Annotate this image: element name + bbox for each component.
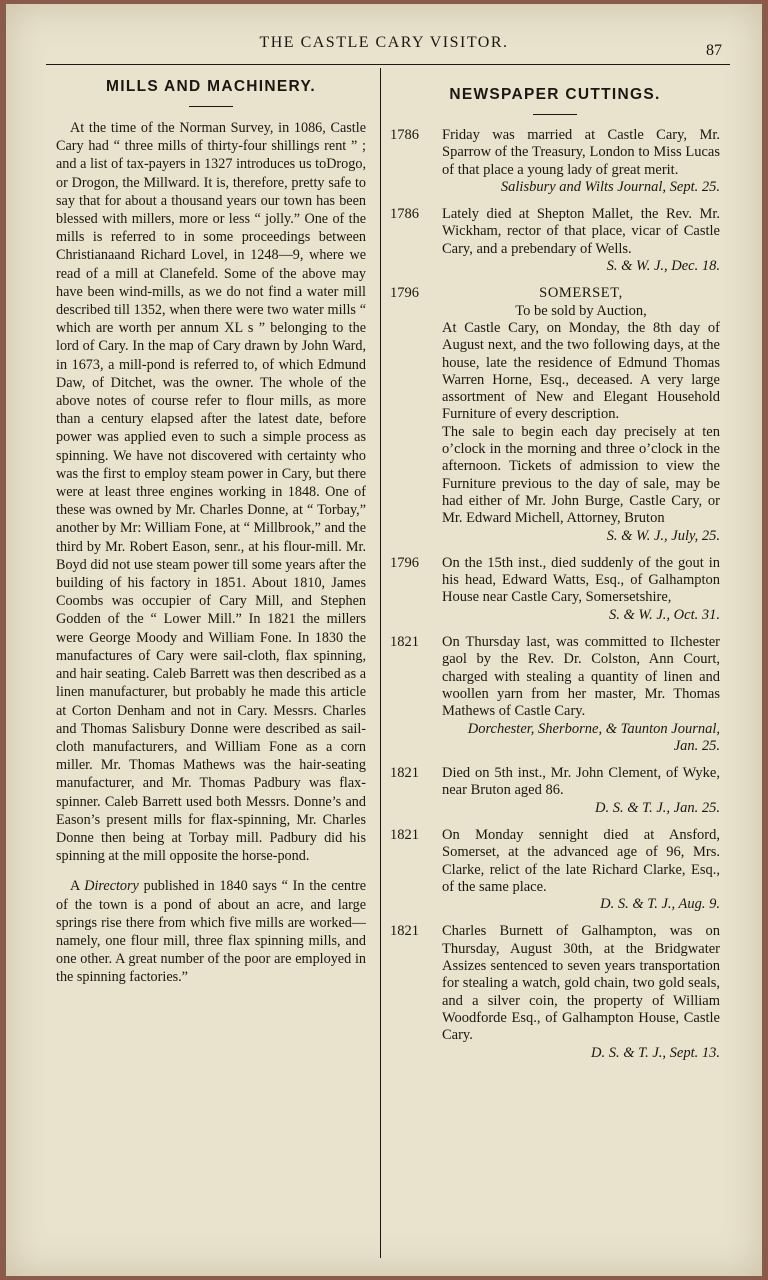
running-title: THE CASTLE CARY VISITOR.	[259, 34, 509, 51]
entry-year: 1821	[390, 765, 419, 782]
entry-body	[442, 127, 720, 196]
entry-body	[442, 285, 720, 544]
entry-year: 1821	[390, 923, 419, 940]
auction-heading: SOMERSET,	[539, 285, 623, 302]
cutting-entry	[390, 765, 720, 817]
cutting-entry	[390, 206, 720, 275]
mills-title-rule	[189, 106, 233, 107]
entry-source: S. & W. J., Oct. 31.	[608, 606, 720, 623]
cutting-entry	[390, 634, 720, 755]
book-page	[6, 4, 762, 1276]
entry-source: D. S. & T. J., Aug. 9.	[600, 896, 720, 913]
entry-text: Charles Burnett of Galhampton, was on Thursday, August 30th, at the Bridgwater Assizes sentenced to seven years transportation for stealing a watch, gold chain, two gold seals, and a silver coin, the property of William Woodforde Esq., of Galhampton House, Castle Cary.	[442, 923, 720, 1044]
cutting-entry	[390, 827, 720, 913]
entry-year: 1796	[390, 285, 419, 302]
cutting-entry	[390, 285, 720, 544]
entry-year: 1786	[390, 206, 419, 223]
entry-year: 1796	[390, 554, 419, 571]
entry-year: 1821	[390, 826, 419, 843]
entry-source: D. S. & T. J., Jan. 25.	[595, 799, 720, 816]
entry-year: 1786	[390, 127, 419, 143]
page-number: 87	[706, 42, 722, 59]
mills-paragraph-2	[56, 877, 366, 986]
entry-body	[442, 555, 720, 624]
entry-text: On Thursday last, was committed to Ilchester gaol by the Rev. Dr. Colston, Ann Court, charged with stealing a quantity of linen and woollen yarn from her master, Mr. Thomas Mathews of Castle Cary.	[442, 634, 720, 720]
entry-text: Friday was married at Castle Cary, Mr. Sparrow of the Treasury, London to Miss Lucas of that place a young lady of great merit.	[442, 127, 720, 178]
entry-year: 1821	[390, 634, 419, 651]
entry-text: On the 15th inst., died suddenly of the gout in his head, Edward Watts, Esq., of Galhampton House near Castle Cary, Somersetshire,	[442, 554, 720, 606]
cutting-entry	[390, 555, 720, 624]
entry-source: Dorchester, Sherborne, & Taunton Journal, Jan. 25.	[467, 720, 720, 754]
entry-source: D. S. & T. J., Sept. 13.	[590, 1044, 720, 1061]
mills-paragraph-2-rest: published in 1840 says “ In the centre of the town is a pond of about an acre, and large springs rise there from which five mills are worked—namely, one flour mill, three flax spinning mills, and one other. A great number of the poor are employed in the spinning factories.”	[56, 878, 366, 986]
cuttings-title: NEWSPAPER CUTTINGS.	[449, 86, 661, 103]
mills-title: MILLS AND MACHINERY.	[106, 78, 316, 95]
entry-source: Salisbury and Wilts Journal, Sept. 25.	[500, 178, 720, 195]
entry-body	[442, 827, 720, 913]
entry-body	[442, 923, 720, 1061]
entry-body	[442, 634, 720, 755]
directory-title: Directory	[84, 878, 139, 895]
entry-source: S. & W. J., Dec. 18.	[606, 258, 720, 275]
entry-text: Lately died at Shepton Mallet, the Rev. Mr. Wickham, rector of that place, vicar of Castle Cary, and a prebendary of Wells.	[442, 206, 720, 257]
mills-paragraph-1: At the time of the Norman Survey, in 1086, Castle Cary had “ three mills of thirty-four shillings rent ” ; and a list of tax-payers in 1327 introduces us toDrogo, or Drogon, the Millward. It is, therefore, pretty safe to say that for about a thousand years our town has been blessed with millers, more or less “ jolly.” One of the mills is referred to in some proceedings between Christianaand Richard Lovel, in 1248—9, where we read of a mill at Clanefeld. Some of the above may have been wind-mills, as we do not find a water mill described till 1352, when there were two water mills “ which are worth per annum XL s ” belonging to the lord of Cary. In the map of Cary drawn by John Ward, in 1673, a mill-pond is referred to, of which Edmund Daw, of Ditchet, was the owner. The whole of the above notes of course refer to flour mills, as more than a century elapsed after the latest date, before power was applied even to such a simple process as spinning. We have not discovered with certainty who was the first to employ steam power in Cary, but there were at least three engines working in 1848. One of these was owned by Mr. Charles Donne, at “ Torbay,” another by Mr: William Fone, at “ Millbrook,” and the third by Mr. Robert Eason, senr., at his flour-mill. Mr. Boyd did not use steam power till some years after the building of his factory in 1851. About 1810, James Coombs was occupier of Cary Mill, and Stephen Godden of the “ Lower Mill.” In 1821 the millers were George Moody and William Fone. In 1830 the manufactures of Cary were sail-cloth, flax spinning, and hair seating. Caleb Barrett was then described as a linen manufacturer, but probably he made this article at Corton Denham and not in Cary. Messrs. Charles and Thomas Salisbury Donne were described as sail-cloth manufacturers, and William Fone as a corn miller. Mr. Thomas Mathews was the hair-seating manufacturer, and Mr. Thomas Padbury was flax-spinner. Caleb Barrett used both Messrs. Donne’s and Eason’s present mills for flax-spinning, Mr. Charles Donne then being at Torbay mill. Padbury did his spinning at the mill opposite the horse-pond.	[56, 120, 366, 865]
entry-text: Died on 5th inst., Mr. John Clement, of Wyke, near Bruton aged 86.	[442, 765, 720, 799]
mills-column	[56, 78, 366, 987]
entry-text: On Monday sennight died at Ansford, Somerset, at the advanced age of 96, Mrs. Clarke, relict of the late Richard Clarke, Esq., of the same place.	[442, 826, 720, 895]
cutting-entry	[390, 127, 720, 196]
cutting-entry	[390, 923, 720, 1061]
entry-text-2: The sale to begin each day precisely at ten o’clock in the morning and three o’clock in the afternoon. Tickets of admission to view the Furniture previous to the day of sale, may be had either of Mr. John Burge, Castle Cary, or Mr. Edward Michell, Attorney, Bruton	[442, 423, 720, 527]
entry-text: At Castle Cary, on Monday, the 8th day of August next, and the two following days, at the house, late the residence of Edmund Thomas Warren Horne, Esq., deceased. A very large assortment of New and Elegant Household Furniture of every description.	[442, 319, 720, 423]
auction-subheading: To be sold by Auction,	[515, 302, 647, 319]
cuttings-title-rule	[533, 114, 577, 115]
entry-source: S. & W. J., July, 25.	[606, 527, 720, 544]
entry-body	[442, 765, 720, 817]
mills-paragraph-2-lead: A	[70, 878, 85, 895]
cuttings-column	[390, 86, 720, 1072]
column-divider	[380, 68, 381, 1258]
entry-body	[442, 206, 720, 275]
header-rule	[46, 64, 730, 65]
